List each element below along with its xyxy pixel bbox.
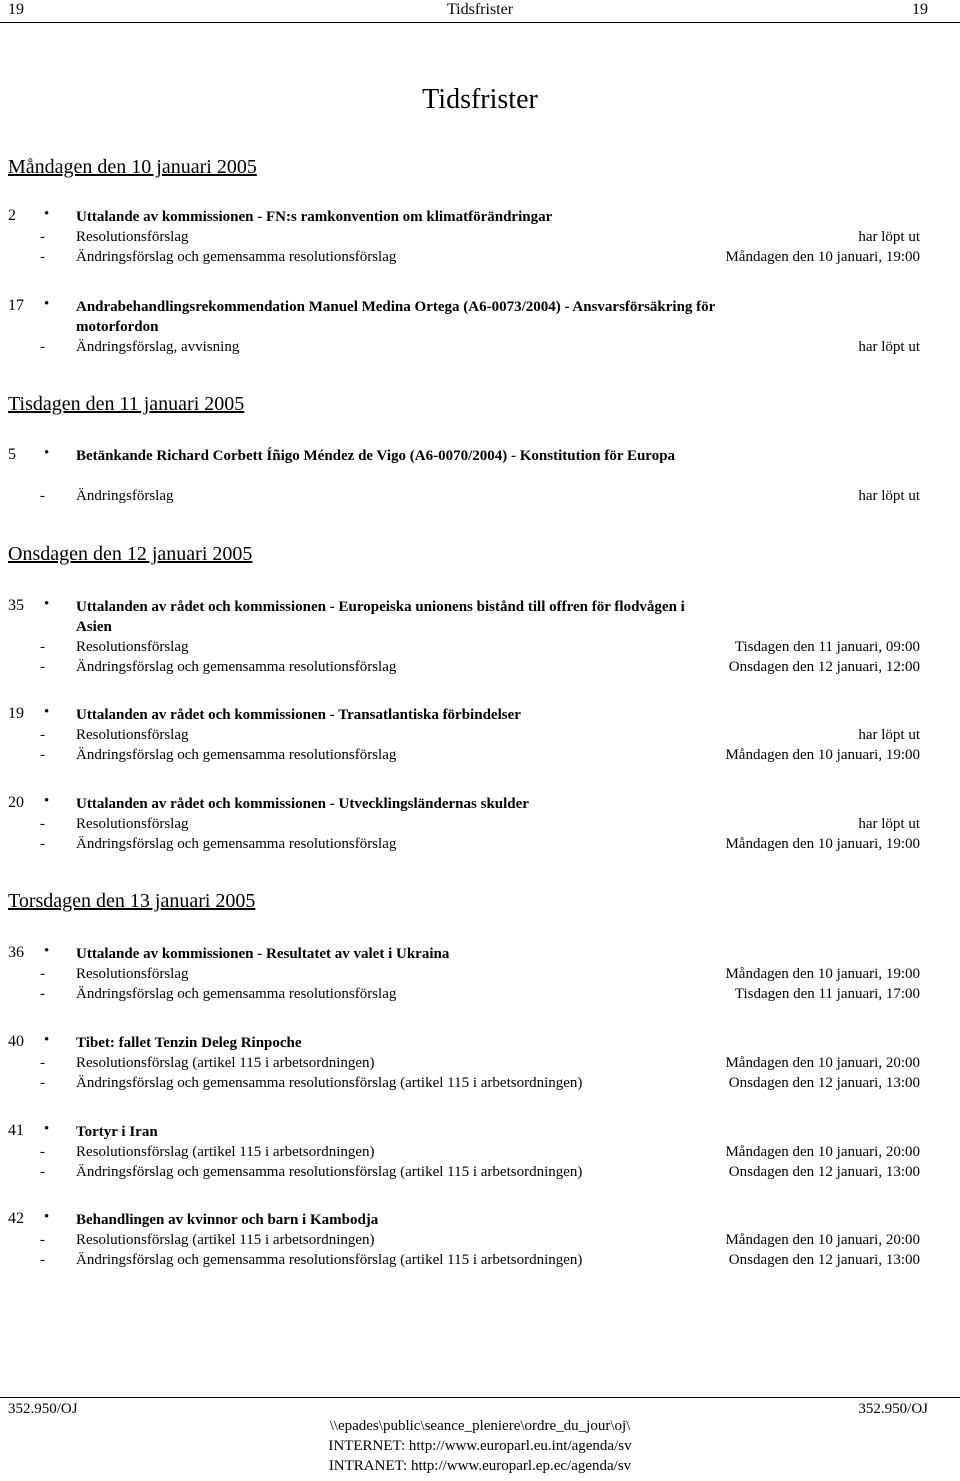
item-title: Uttalanden av rådet och kommissionen - Europeiska unionens bistånd till offren för flodvågen i Asien [76,599,685,635]
deadline-value: Måndagen den 10 januari, 20:00 [725,1055,920,1071]
dash-marker: - [40,659,45,675]
bullet-icon: • [44,445,50,461]
footer-intranet: INTRANET: http://www.europarl.ep.ec/agenda/sv [328,1458,632,1474]
deadline-value: Måndagen den 10 januari, 19:00 [725,747,920,763]
document-type-label: Resolutionsförslag [76,816,189,832]
deadline-row [40,657,920,677]
header-rule [0,22,960,23]
page-number-right: 19 [912,1,928,18]
deadline-row [40,1230,920,1250]
bullet-icon: • [44,1209,50,1225]
item-number: 19 [8,705,24,722]
dash-marker: - [40,1252,45,1268]
deadline-value: Onsdagen den 12 januari, 13:00 [728,1075,920,1091]
footer-path: \\epades\public\seance_pleniere\ordre_du_jour\oj\ [329,1418,631,1434]
bullet-icon: • [44,296,50,312]
document-type-label: Ändringsförslag och gemensamma resolutionsförslag [76,747,397,763]
document-type-label: Resolutionsförslag (artikel 115 i arbetsordningen) [76,1055,375,1071]
document-type-label: Resolutionsförslag [76,727,189,743]
deadline-row [40,964,920,984]
document-type-label: Ändringsförslag och gemensamma resolutionsförslag [76,986,397,1002]
item-number: 17 [8,297,24,314]
document-type-label: Ändringsförslag och gemensamma resolutionsförslag [76,249,397,265]
deadline-value: har löpt ut [858,816,920,832]
footer-rule [0,1397,960,1398]
deadline-row [40,1250,920,1270]
dash-marker: - [40,1232,45,1248]
deadline-value: Måndagen den 10 januari, 19:00 [725,966,920,982]
document-type-label: Resolutionsförslag [76,229,189,245]
item-number: 5 [8,446,16,463]
deadline-row [40,1162,920,1182]
day-heading: Måndagen den 10 januari 2005 [8,156,257,178]
deadline-value: Måndagen den 10 januari, 20:00 [725,1144,920,1160]
bullet-icon: • [44,206,50,222]
day-heading: Onsdagen den 12 januari 2005 [8,543,253,565]
bullet-icon: • [44,943,50,959]
dash-marker: - [40,1164,45,1180]
bullet-icon: • [44,596,50,612]
item-number: 2 [8,207,16,224]
dash-marker: - [40,727,45,743]
document-type-label: Ändringsförslag och gemensamma resolutionsförslag [76,659,397,675]
deadline-row [40,984,920,1004]
deadline-value: Onsdagen den 12 januari, 13:00 [728,1252,920,1268]
deadline-row [40,1053,920,1073]
dash-marker: - [40,229,45,245]
deadline-value: Tisdagen den 11 januari, 17:00 [734,986,920,1002]
deadline-value: har löpt ut [858,339,920,355]
deadline-row [40,1073,920,1093]
item-number: 40 [8,1033,24,1050]
deadline-value: Tisdagen den 11 januari, 09:00 [734,639,920,655]
item-title: Uttalanden av rådet och kommissionen - Utvecklingsländernas skulder [76,796,529,812]
item-title: Uttalande av kommissionen - FN:s ramkonvention om klimatförändringar [76,209,553,225]
item-title: Andrabehandlingsrekommendation Manuel Medina Ortega (A6-0073/2004) - Ansvarsförsäkring för motorfordon [76,299,716,335]
deadline-value: Onsdagen den 12 januari, 13:00 [728,1164,920,1180]
deadline-value: Måndagen den 10 januari, 19:00 [725,249,920,265]
deadline-row [40,834,920,854]
dash-marker: - [40,966,45,982]
deadline-value: har löpt ut [858,727,920,743]
deadline-value: Måndagen den 10 januari, 20:00 [725,1232,920,1248]
dash-marker: - [40,986,45,1002]
dash-marker: - [40,836,45,852]
deadline-row [40,637,920,657]
document-type-label: Resolutionsförslag (artikel 115 i arbetsordningen) [76,1144,375,1160]
item-number: 42 [8,1210,24,1227]
item-title: Uttalande av kommissionen - Resultatet av valet i Ukraina [76,946,450,962]
deadline-row [40,745,920,765]
page-title: Tidsfrister [422,84,538,115]
item-title: Betänkande Richard Corbett Íñigo Méndez de Vigo (A6-0070/2004) - Konstitution för Europa [76,448,676,464]
item-title: Tibet: fallet Tenzin Deleg Rinpoche [76,1035,302,1051]
document-type-label: Resolutionsförslag (artikel 115 i arbetsordningen) [76,1232,375,1248]
bullet-icon: • [44,1032,50,1048]
deadline-row [40,337,920,357]
deadline-row [40,725,920,745]
deadline-row [40,247,920,267]
document-type-label: Ändringsförslag och gemensamma resolutionsförslag [76,836,397,852]
footer-ref-right: 352.950/OJ [858,1401,928,1417]
item-title: Uttalanden av rådet och kommissionen - Transatlantiska förbindelser [76,707,521,723]
bullet-icon: • [44,1121,50,1137]
item-number: 35 [8,597,24,614]
dash-marker: - [40,488,45,504]
dash-marker: - [40,1055,45,1071]
deadline-value: har löpt ut [858,229,920,245]
deadline-row [40,814,920,834]
item-title: Behandlingen av kvinnor och barn i Kambodja [76,1212,379,1228]
deadline-value: har löpt ut [858,488,920,504]
footer-internet: INTERNET: http://www.europarl.eu.int/agenda/sv [328,1438,632,1454]
bullet-icon: • [44,793,50,809]
dash-marker: - [40,1075,45,1091]
page-header [0,0,960,20]
item-number: 36 [8,944,24,961]
document-type-label: Resolutionsförslag [76,639,189,655]
dash-marker: - [40,816,45,832]
document-type-label: Ändringsförslag, avvisning [76,339,240,355]
day-heading: Torsdagen den 13 januari 2005 [8,890,256,912]
bullet-icon: • [44,704,50,720]
document-type-label: Ändringsförslag och gemensamma resolutionsförslag (artikel 115 i arbetsordningen) [76,1164,583,1180]
deadline-value: Onsdagen den 12 januari, 12:00 [728,659,920,675]
document-type-label: Ändringsförslag och gemensamma resolutionsförslag (artikel 115 i arbetsordningen) [76,1075,583,1091]
document-type-label: Resolutionsförslag [76,966,189,982]
running-title: Tidsfrister [446,1,514,18]
dash-marker: - [40,339,45,355]
day-heading: Tisdagen den 11 januari 2005 [8,393,245,415]
dash-marker: - [40,249,45,265]
deadline-row [40,486,920,506]
document-type-label: Ändringsförslag [76,488,174,504]
deadline-row [40,227,920,247]
dash-marker: - [40,1144,45,1160]
footer-ref-left: 352.950/OJ [8,1401,78,1417]
item-number: 41 [8,1122,24,1139]
deadline-row [40,1142,920,1162]
deadline-value: Måndagen den 10 januari, 19:00 [725,836,920,852]
document-type-label: Ändringsförslag och gemensamma resolutionsförslag (artikel 115 i arbetsordningen) [76,1252,583,1268]
dash-marker: - [40,639,45,655]
dash-marker: - [40,747,45,763]
item-number: 20 [8,794,24,811]
page-number-left: 19 [8,1,24,18]
item-title: Tortyr i Iran [76,1124,158,1140]
